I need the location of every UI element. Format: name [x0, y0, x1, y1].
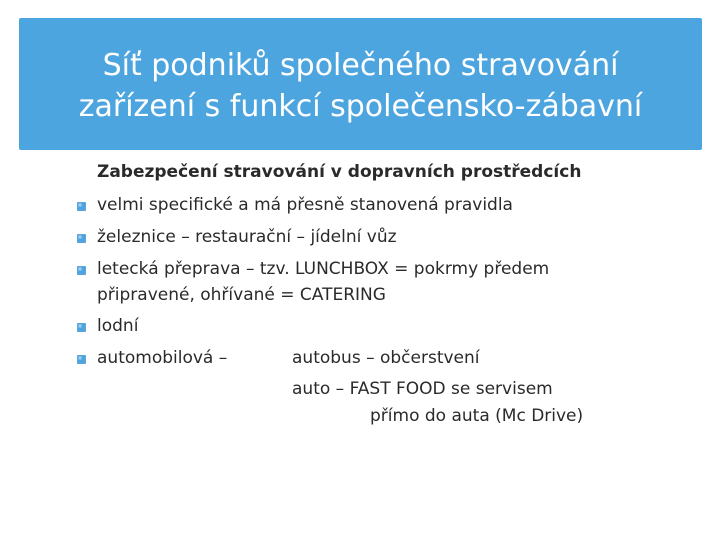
slide-title-line-1: Síť podniků společného stravování — [102, 48, 619, 83]
square-bullet-icon — [77, 202, 86, 211]
slide-title-line-2: zařízení s funkcí společensko-zábavní — [78, 89, 643, 124]
square-bullet-icon — [77, 323, 86, 332]
bullet-item-text: velmi specifické a má přesně stanovená pravidla — [97, 195, 513, 215]
sub-item-text-continued: přímo do auta (Mc Drive) — [370, 406, 584, 426]
square-bullet-icon — [77, 234, 86, 243]
bullet-item-text-continued: připravené, ohřívané = CATERING — [97, 285, 386, 305]
bullet-item-text: automobilová – — [97, 348, 228, 368]
bullet-item-text: letecká přeprava – tzv. LUNCHBOX = pokrmy předem — [97, 259, 550, 279]
section-heading: Zabezpečení stravování v dopravních prostředcích — [97, 162, 582, 182]
sub-item-text: auto – FAST FOOD se servisem — [292, 379, 553, 399]
bullet-item-text: železnice – restaurační – jídelní vůz — [97, 227, 397, 247]
sub-item-text: autobus – občerstvení — [292, 348, 480, 368]
square-bullet-icon — [77, 266, 86, 275]
square-bullet-icon — [77, 355, 86, 364]
bullet-item-text: lodní — [97, 316, 139, 336]
